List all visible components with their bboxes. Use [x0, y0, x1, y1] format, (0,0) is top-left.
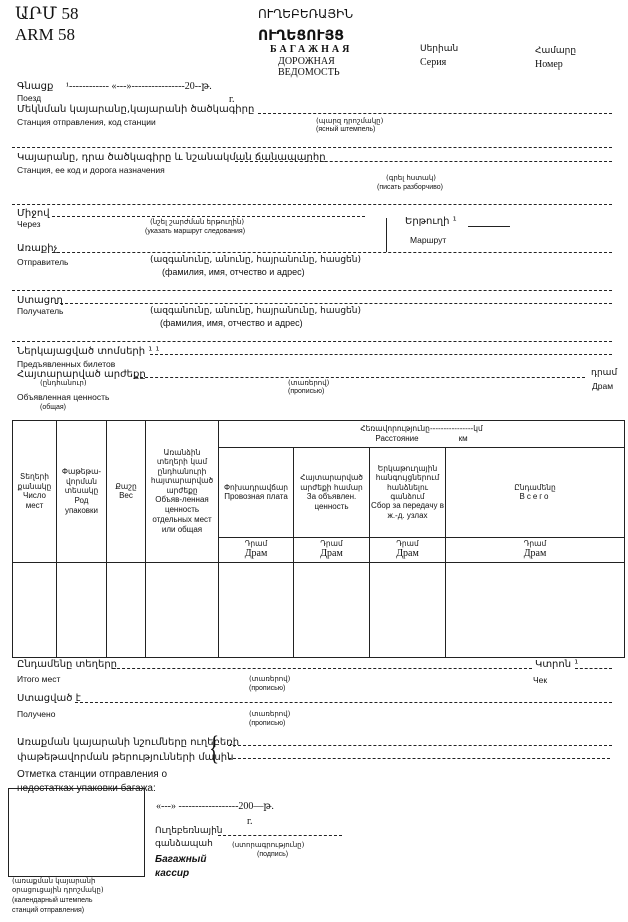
title-ru-3: ВЕДОМОСТЬ [278, 67, 340, 78]
currency-cell: Դրամ Драм [294, 538, 370, 563]
calendar-stamp-box[interactable] [8, 788, 145, 877]
destination-field[interactable] [235, 161, 612, 162]
stamp-label-hy-2: օրացուցային դրոշմակը) [12, 886, 104, 894]
received-words-hy: (տառերով) [249, 710, 291, 718]
check-label-hy: Կտրոն ¹ [535, 659, 579, 670]
stamp-label-ru-2: станций отправления) [12, 907, 85, 914]
declared-currency-ru: Драм [592, 381, 614, 391]
destination-note-hy: (գրել հստակ) [386, 174, 437, 182]
packaging-label-ru-1: Отметка станции отправления о [17, 769, 168, 780]
via-note-hy: (նշել շարժման երթուղին) [150, 218, 245, 226]
received-field[interactable] [75, 702, 612, 703]
receiver-label-ru: Получатель [17, 306, 64, 316]
train-label-hy: Գնացք [17, 81, 54, 92]
currency-cell: Դրամ Драм [219, 538, 294, 563]
receiver-field[interactable] [55, 303, 612, 304]
declared-fee-cell[interactable] [294, 563, 370, 658]
title-hy-2: ՈՒՂԵՑՈՒՅՑ [258, 28, 344, 44]
departure-label-hy: Մեկնման կայարանը,կայարանի ծածկագիրը [17, 104, 255, 115]
received-label-hy: Ստացված է [17, 693, 81, 704]
brace-icon: { [209, 730, 220, 767]
declared-label-hy: Հայտարարված արժեքը [17, 369, 146, 380]
departure-field-line-2[interactable] [12, 147, 612, 148]
declared-total-hy: (ընդհանուր) [40, 379, 87, 387]
total-cell[interactable] [446, 563, 625, 658]
route-label-ru: Маршрут [410, 235, 447, 245]
packaging-cell[interactable] [57, 563, 107, 658]
baggage-table [12, 420, 625, 658]
col-header-places: Տեղերի քանակը Число мест [13, 421, 57, 563]
declared-words-ru: (прописью) [288, 388, 325, 395]
receiver-label-hy: Ստացող [17, 295, 63, 306]
cashier-label-ru-1: Багажный [155, 854, 207, 865]
total-places-label-ru: Итого мест [17, 674, 61, 684]
declared-value-field[interactable] [135, 377, 585, 378]
sender-label-ru: Отправитель [17, 257, 69, 267]
declared-label-ru: Объявленная ценность [17, 392, 110, 402]
number-label-ru: Номер [535, 59, 563, 70]
signature-date-field[interactable]: «---» ------------------200—թ. [156, 801, 274, 812]
series-label-ru: Серия [420, 57, 447, 68]
check-label-ru: Чек [533, 675, 548, 685]
sender-label-hy: Առաքիչ [17, 243, 58, 254]
total-places-field[interactable] [112, 668, 532, 669]
packaging-field-1[interactable] [228, 745, 612, 746]
packaging-field-2[interactable] [228, 758, 610, 759]
form-code-hy: ԱՐՄ 58 [15, 4, 79, 23]
title-ru-2: ДОРОЖНАЯ [278, 56, 335, 67]
departure-label-ru: Станция отправления, код станции [17, 117, 156, 127]
col-header-declared-value: Առանձին տեղերի կամ ընդհանուրի հայտարարված արժեքը Объяв-ленная ценность отдельных мест или общая [146, 421, 219, 563]
departure-note-hy: (պարզ դրոշմակը) [316, 117, 384, 125]
declared-total-ru: (общая) [40, 404, 67, 411]
col-header-weight: Քաշը Вес [107, 421, 146, 563]
train-date-field[interactable]: ¹------------ «---»----------------20--թ. [66, 81, 212, 92]
carriage-fee-cell[interactable] [219, 563, 294, 658]
destination-label-hy: Կայարանը, դրա ծածկագիրը և նշանակման ճանապարհը [17, 152, 326, 163]
departure-field[interactable] [258, 113, 612, 114]
cashier-label-hy-1: Ուղեբեռնային [155, 826, 223, 836]
currency-cell: Դրամ Драм [446, 538, 625, 563]
title-ru-1: БАГАЖНАЯ [270, 44, 353, 55]
col-header-carriage-fee: Փոխադրավճար Провозная плата [219, 448, 294, 538]
col-header-transfer-fee: Երկաթուղային հանգույցներում հանձնելու գանձում Сбор за передачу в ж.-д. узлах [370, 448, 446, 538]
received-label-ru: Получено [17, 709, 56, 719]
cashier-label-ru-2: кассир [155, 868, 190, 879]
check-field[interactable] [575, 668, 612, 669]
tickets-field[interactable] [150, 354, 612, 355]
receiver-note-hy: (ազգանունը, անունը, հայրանունը, հասցեն) [150, 306, 361, 316]
stamp-label-hy-1: (առաքման կայարանի [12, 877, 96, 885]
series-label-hy: Սերիան [420, 44, 459, 54]
declared-words-hy: (տառերով) [288, 379, 330, 387]
col-header-packaging: Փաթեթա-վորման տեսակը Род упаковки [57, 421, 107, 563]
train-label-ru: Поезд [17, 93, 42, 103]
places-cell[interactable] [13, 563, 57, 658]
via-label-hy: Միջով [17, 208, 50, 219]
tickets-label-ru: Предъявленных билетов [17, 359, 116, 369]
packaging-label-hy-1: Առաքման կայարանի նշումները ուղեբեռի [17, 737, 240, 748]
total-places-label-hy: Ընդամենը տեղերը [17, 659, 117, 670]
col-header-declared-fee: Հայտարարված արժեքի համար За объявлен. ценность [294, 448, 370, 538]
sender-note-ru: (фамилия, имя, отчество и адрес) [162, 267, 305, 277]
total-words-hy: (տառերով) [249, 675, 291, 683]
packaging-label-ru-2: недостатках упаковки багажа: [17, 783, 156, 794]
destination-note-ru: (писать разборчиво) [377, 184, 443, 191]
signature-year-ru: г. [247, 816, 253, 827]
sender-field[interactable] [52, 252, 612, 253]
col-header-total: Ընդամենը Всего [446, 448, 625, 538]
destination-label-ru: Станция, ее код и дорога назначения [17, 165, 165, 175]
route-field[interactable] [468, 226, 510, 227]
packaging-label-hy-2: փաթեթավորման թերությունների մասին [17, 752, 234, 763]
table-row [13, 563, 625, 658]
via-note-ru: (указать маршрут следования) [145, 228, 246, 235]
title-hy-1: ՈՒՂԵԲԵՌԱՅԻՆ [258, 7, 354, 21]
declared-currency-hy: դրամ [591, 368, 618, 378]
via-label-ru: Через [17, 219, 41, 229]
transfer-fee-cell[interactable] [370, 563, 446, 658]
route-divider [386, 218, 387, 252]
weight-cell[interactable] [107, 563, 146, 658]
destination-field-line-2[interactable] [12, 204, 612, 205]
number-label-hy: Համարը [535, 46, 577, 56]
sender-field-line-2[interactable] [12, 290, 612, 291]
via-field[interactable] [52, 216, 365, 217]
declared-value-cell[interactable] [146, 563, 219, 658]
signature-label-hy: (ստորագրությունը) [232, 841, 305, 849]
total-words-ru: (прописью) [249, 685, 286, 692]
form-code-en: ARM 58 [15, 25, 75, 44]
route-label-hy: Երթուղի ¹ [405, 216, 457, 227]
departure-note-ru: (ясный штемпель) [316, 126, 376, 133]
receiver-note-ru: (фамилия, имя, отчество и адрес) [160, 318, 303, 328]
sender-note-hy: (ազգանունը, անունը, հայրանունը, հասցեն) [150, 255, 361, 265]
receiver-field-line-2[interactable] [12, 341, 612, 342]
date-year-ru: г. [229, 94, 235, 105]
signature-field[interactable] [218, 835, 342, 836]
tickets-label-hy: Ներկայացված տոմսերի ¹ ¹ [17, 346, 160, 357]
stamp-label-ru-1: (календарный штемпель [12, 897, 93, 904]
signature-label-ru: (подпись) [257, 851, 289, 858]
distance-header: Հեռավորությունը----------------կմ Расстояние км [219, 421, 625, 448]
cashier-label-hy-2: գանձապահ [155, 839, 213, 849]
received-words-ru: (прописью) [249, 720, 286, 727]
currency-cell: Դրամ Драм [370, 538, 446, 563]
